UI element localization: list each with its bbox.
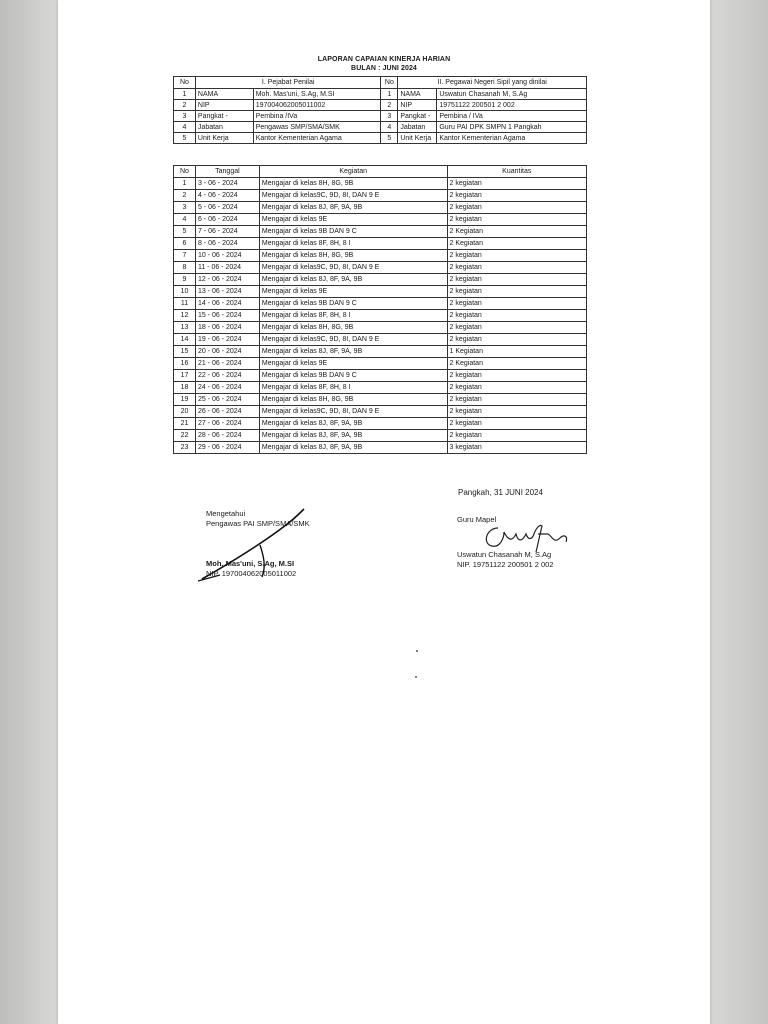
row-quantity: 2 kegiatan [447, 394, 587, 406]
row-quantity: 2 kegiatan [447, 286, 587, 298]
info-row-no-2: 2 [381, 100, 398, 111]
row-activity: Mengajar di kelas9C, 9D, 8I, DAN 9 E [259, 190, 447, 202]
col-kuantitas-header: Kuantitas [447, 166, 587, 178]
row-no: 15 [174, 346, 196, 358]
evaluatee-field-value: Pembina / IVa [437, 111, 587, 122]
row-activity: Mengajar di kelas 8H, 8G, 9B [259, 178, 447, 190]
row-quantity: 2 kegiatan [447, 214, 587, 226]
activities-header-row [174, 166, 587, 178]
table-row [174, 406, 587, 418]
row-activity: Mengajar di kelas 9E [259, 358, 447, 370]
row-activity: Mengajar di kelas 8J, 8F, 9A, 9B [259, 346, 447, 358]
table-row [174, 214, 587, 226]
row-date: 19 - 06 - 2024 [195, 334, 259, 346]
evaluator-field-value: Pembina /IVa [253, 111, 381, 122]
row-quantity: 2 kegiatan [447, 250, 587, 262]
row-activity: Mengajar di kelas 8J, 8F, 9A, 9B [259, 442, 447, 454]
row-date: 18 - 06 - 2024 [195, 322, 259, 334]
col-no-header: No [174, 166, 196, 178]
row-date: 29 - 06 - 2024 [195, 442, 259, 454]
supervisor-nip: NIP. 197004062005011002 [206, 569, 297, 578]
row-quantity: 2 Kegiatan [447, 238, 587, 250]
activities-table [173, 165, 587, 454]
info-row-no: 4 [174, 122, 196, 133]
row-no: 14 [174, 334, 196, 346]
table-row [174, 274, 587, 286]
row-activity: Mengajar di kelas9C, 9D, 8I, DAN 9 E [259, 262, 447, 274]
evaluator-field-value: Kantor Kementerian Agama [253, 133, 381, 144]
row-quantity: 2 Kegiatan [447, 358, 587, 370]
info-header-row [174, 77, 587, 89]
row-activity: Mengajar di kelas 8H, 8G, 9B [259, 322, 447, 334]
row-date: 7 - 06 - 2024 [195, 226, 259, 238]
row-activity: Mengajar di kelas 9B DAN 9 C [259, 298, 447, 310]
place-date: Pangkah, 31 JUNI 2024 [458, 488, 543, 497]
row-quantity: 2 kegiatan [447, 382, 587, 394]
table-row [174, 430, 587, 442]
row-activity: Mengajar di kelas 8H, 8G, 9B [259, 250, 447, 262]
row-date: 3 - 06 - 2024 [195, 178, 259, 190]
info-row-no-2: 1 [381, 89, 398, 100]
supervisor-title: Pengawas PAI SMP/SMA/SMK [206, 519, 310, 528]
teacher-name: Uswatun Chasanah M, S.Ag [457, 550, 552, 559]
row-quantity: 2 Kegiatan [447, 226, 587, 238]
table-row [174, 346, 587, 358]
table-row [174, 286, 587, 298]
table-row [174, 442, 587, 454]
table-row [174, 418, 587, 430]
row-date: 24 - 06 - 2024 [195, 382, 259, 394]
row-date: 15 - 06 - 2024 [195, 310, 259, 322]
row-no: 11 [174, 298, 196, 310]
row-no: 22 [174, 430, 196, 442]
info-row [174, 111, 587, 122]
row-quantity: 2 kegiatan [447, 406, 587, 418]
table-row [174, 322, 587, 334]
row-quantity: 2 kegiatan [447, 418, 587, 430]
row-quantity: 2 kegiatan [447, 262, 587, 274]
row-date: 26 - 06 - 2024 [195, 406, 259, 418]
row-activity: Mengajar di kelas 8F, 8H, 8 I [259, 382, 447, 394]
row-activity: Mengajar di kelas 8J, 8F, 9A, 9B [259, 274, 447, 286]
table-row [174, 238, 587, 250]
row-quantity: 2 kegiatan [447, 430, 587, 442]
row-date: 28 - 06 - 2024 [195, 430, 259, 442]
row-date: 25 - 06 - 2024 [195, 394, 259, 406]
row-activity: Mengajar di kelas 8F, 8H, 8 I [259, 310, 447, 322]
evaluatee-field-label: NAMA [398, 89, 437, 100]
scan-speck [415, 676, 417, 678]
evaluatee-field-label: NIP [398, 100, 437, 111]
row-date: 22 - 06 - 2024 [195, 370, 259, 382]
row-quantity: 2 kegiatan [447, 322, 587, 334]
row-quantity: 2 kegiatan [447, 310, 587, 322]
row-activity: Mengajar di kelas9C, 9D, 8I, DAN 9 E [259, 406, 447, 418]
document-title: LAPORAN CAPAIAN KINERJA HARIAN [317, 56, 451, 63]
info-row-no-2: 4 [381, 122, 398, 133]
row-date: 21 - 06 - 2024 [195, 358, 259, 370]
table-row [174, 382, 587, 394]
row-no: 2 [174, 190, 196, 202]
row-date: 20 - 06 - 2024 [195, 346, 259, 358]
row-activity: Mengajar di kelas 9E [259, 286, 447, 298]
row-date: 10 - 06 - 2024 [195, 250, 259, 262]
info-no-header-2: No [381, 77, 398, 89]
row-quantity: 2 kegiatan [447, 274, 587, 286]
table-row [174, 310, 587, 322]
row-activity: Mengajar di kelas9C, 9D, 8I, DAN 9 E [259, 334, 447, 346]
row-no: 7 [174, 250, 196, 262]
row-date: 12 - 06 - 2024 [195, 274, 259, 286]
table-row [174, 250, 587, 262]
info-row-no: 1 [174, 89, 196, 100]
row-date: 6 - 06 - 2024 [195, 214, 259, 226]
row-no: 23 [174, 442, 196, 454]
col-tanggal-header: Tanggal [195, 166, 259, 178]
document-subtitle: BULAN : JUNI 2024 [351, 65, 417, 72]
info-row-no: 5 [174, 133, 196, 144]
row-activity: Mengajar di kelas 8J, 8F, 9A, 9B [259, 202, 447, 214]
table-row [174, 358, 587, 370]
document-page [58, 0, 710, 1024]
info-row [174, 122, 587, 133]
row-no: 9 [174, 274, 196, 286]
teacher-role-label: Guru Mapel [457, 515, 497, 524]
info-row-no: 3 [174, 111, 196, 122]
table-row [174, 178, 587, 190]
row-no: 6 [174, 238, 196, 250]
row-activity: Mengajar di kelas 9B DAN 9 C [259, 226, 447, 238]
row-no: 16 [174, 358, 196, 370]
evaluatee-field-label: Pangkat - [398, 111, 437, 122]
table-row [174, 370, 587, 382]
row-no: 5 [174, 226, 196, 238]
row-no: 10 [174, 286, 196, 298]
row-date: 13 - 06 - 2024 [195, 286, 259, 298]
row-activity: Mengajar di kelas 9B DAN 9 C [259, 370, 447, 382]
row-quantity: 2 kegiatan [447, 334, 587, 346]
scan-right-edge [710, 0, 768, 1024]
row-no: 18 [174, 382, 196, 394]
row-activity: Mengajar di kelas 8J, 8F, 9A, 9B [259, 430, 447, 442]
row-no: 1 [174, 178, 196, 190]
supervisor-signature-mark [190, 505, 330, 585]
col-kegiatan-header: Kegiatan [259, 166, 447, 178]
row-date: 8 - 06 - 2024 [195, 238, 259, 250]
evaluator-field-value: Pengawas SMP/SMA/SMK [253, 122, 381, 133]
row-date: 5 - 06 - 2024 [195, 202, 259, 214]
row-no: 21 [174, 418, 196, 430]
row-no: 4 [174, 214, 196, 226]
info-row [174, 133, 587, 144]
row-no: 19 [174, 394, 196, 406]
evaluatee-header: II. Pegawai Negeri Sipil yang dinilai [398, 77, 587, 89]
row-no: 8 [174, 262, 196, 274]
table-row [174, 334, 587, 346]
row-no: 20 [174, 406, 196, 418]
info-row-no: 2 [174, 100, 196, 111]
evaluatee-field-value: Uswatun Chasanah M, S.Ag [437, 89, 587, 100]
table-row [174, 262, 587, 274]
row-quantity: 2 kegiatan [447, 178, 587, 190]
evaluatee-field-value: Kantor Kementerian Agama [437, 133, 587, 144]
row-date: 4 - 06 - 2024 [195, 190, 259, 202]
row-quantity: 2 kegiatan [447, 370, 587, 382]
info-row [174, 100, 587, 111]
evaluator-header: I. Pejabat Penilai [195, 77, 380, 89]
row-activity: Mengajar di kelas 8H, 8G, 9B [259, 394, 447, 406]
row-date: 27 - 06 - 2024 [195, 418, 259, 430]
evaluator-field-label: Jabatan [195, 122, 253, 133]
info-no-header: No [174, 77, 196, 89]
table-row [174, 226, 587, 238]
evaluator-field-label: NIP [195, 100, 253, 111]
row-quantity: 2 kegiatan [447, 298, 587, 310]
teacher-signature-mark [478, 518, 573, 560]
row-activity: Mengajar di kelas 9E [259, 214, 447, 226]
table-row [174, 202, 587, 214]
row-no: 17 [174, 370, 196, 382]
evaluator-field-label: Pangkat - [195, 111, 253, 122]
evaluatee-field-value: Guru PAI DPK SMPN 1 Pangkah [437, 122, 587, 133]
acknowledged-label: Mengetahui [206, 509, 246, 518]
table-row [174, 394, 587, 406]
evaluator-field-label: Unit Kerja [195, 133, 253, 144]
row-activity: Mengajar di kelas 8J, 8F, 9A, 9B [259, 418, 447, 430]
evaluator-field-label: NAMA [195, 89, 253, 100]
teacher-nip: NIP. 19751122 200501 2 002 [457, 560, 554, 569]
info-row-no-2: 5 [381, 133, 398, 144]
info-row [174, 89, 587, 100]
row-quantity: 1 Kegiatan [447, 346, 587, 358]
table-row [174, 190, 587, 202]
row-date: 11 - 06 - 2024 [195, 262, 259, 274]
row-no: 3 [174, 202, 196, 214]
info-row-no-2: 3 [381, 111, 398, 122]
evaluator-field-value: Moh. Mas'uni, S.Ag, M.SI [253, 89, 381, 100]
evaluatee-field-label: Unit Kerja [398, 133, 437, 144]
row-no: 12 [174, 310, 196, 322]
officer-info-table [173, 76, 587, 144]
evaluatee-field-label: Jabatan [398, 122, 437, 133]
row-quantity: 2 kegiatan [447, 190, 587, 202]
evaluator-field-value: 197004062005011002 [253, 100, 381, 111]
supervisor-name: Moh. Mas'uni, S.Ag, M.SI [206, 559, 295, 568]
evaluatee-field-value: 19751122 200501 2 002 [437, 100, 587, 111]
row-date: 14 - 06 - 2024 [195, 298, 259, 310]
row-quantity: 2 kegiatan [447, 202, 587, 214]
scan-speck [416, 650, 418, 652]
table-row [174, 298, 587, 310]
row-activity: Mengajar di kelas 8F, 8H, 8 I [259, 238, 447, 250]
row-quantity: 3 kegiatan [447, 442, 587, 454]
row-no: 13 [174, 322, 196, 334]
scan-left-edge [0, 0, 58, 1024]
